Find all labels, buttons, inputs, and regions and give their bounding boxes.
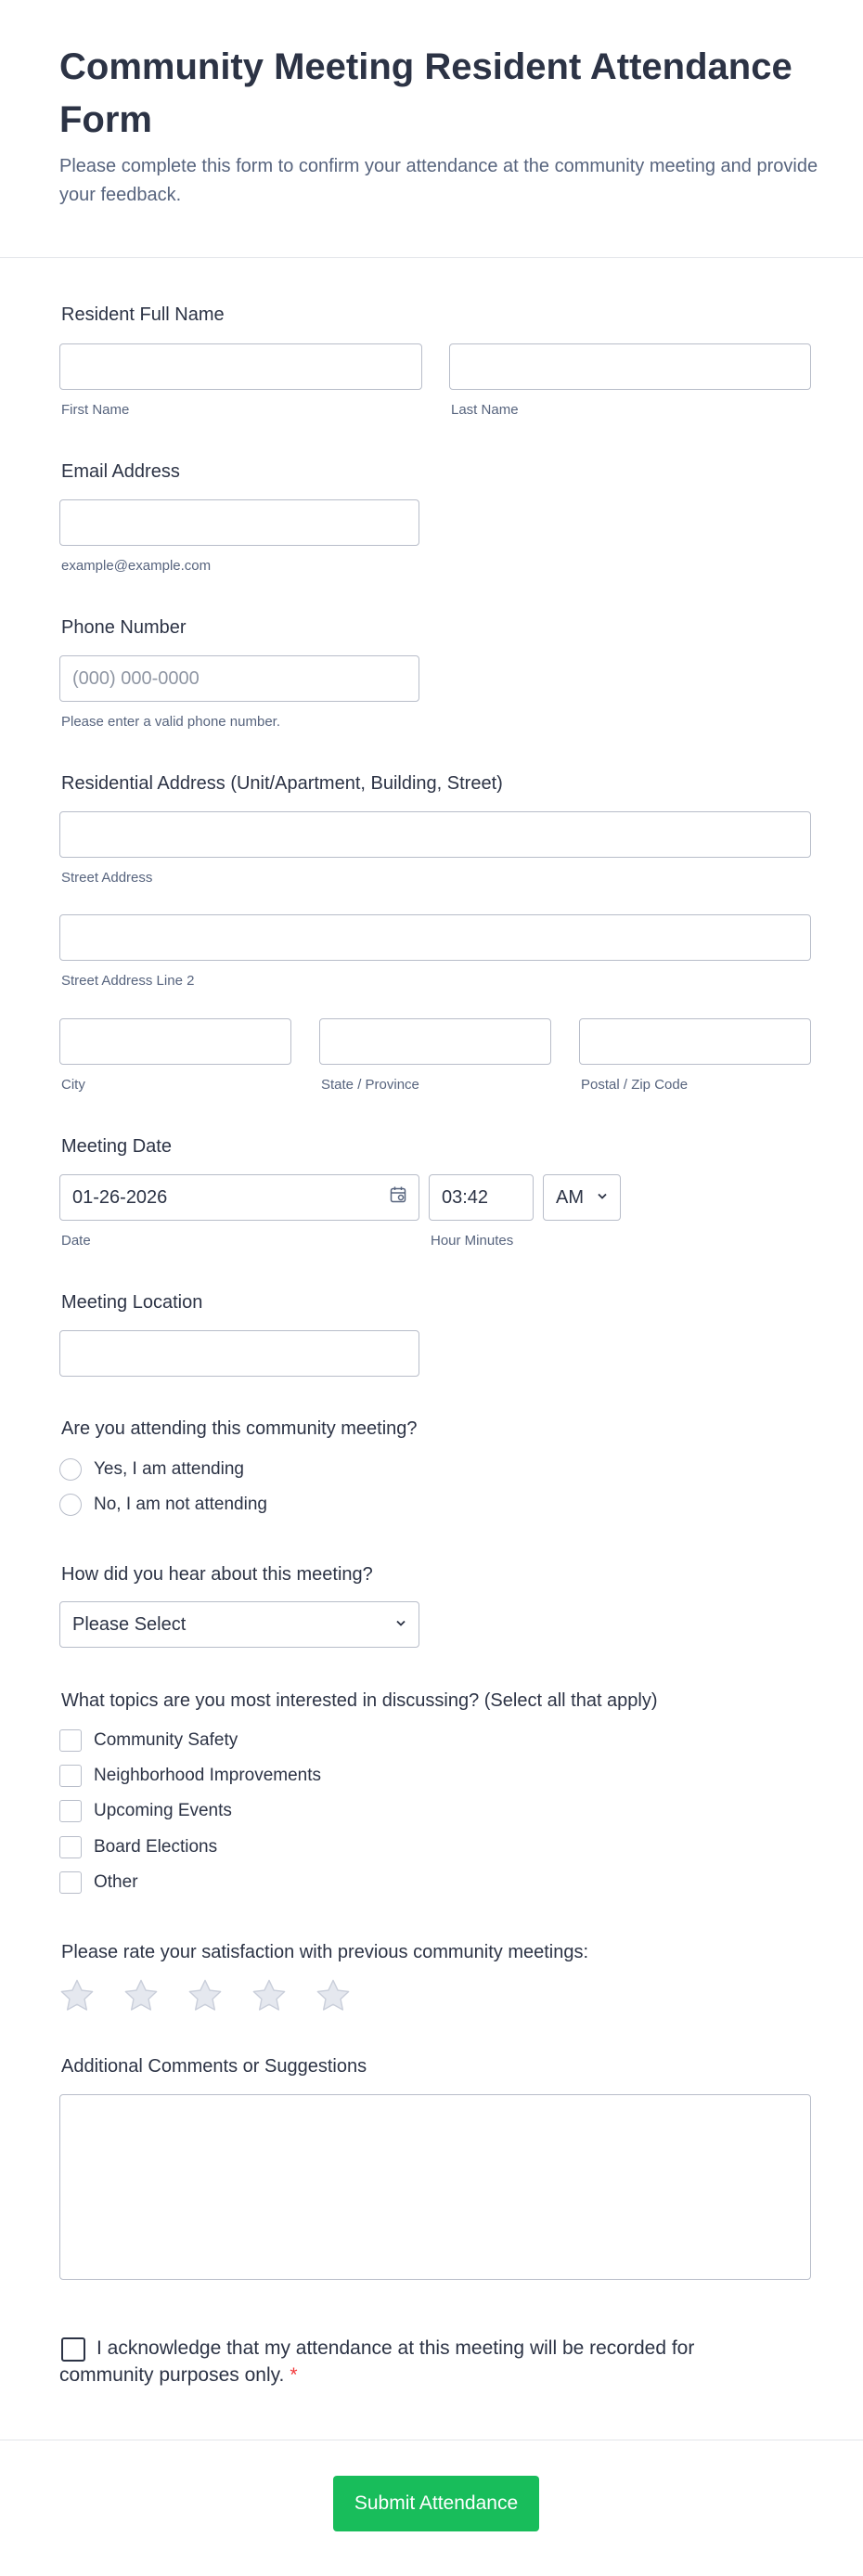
last-name-input[interactable] [449,343,811,390]
acknowledge-text[interactable] [59,2335,792,2388]
time-input[interactable] [429,1174,534,1221]
form-subtitle: Please complete this form to confirm your attendance at the community meeting and provide your feedback. [59,156,818,205]
phone-placeholder: (000) 000-0000 [72,667,200,689]
topic-label-upcoming-events[interactable]: Upcoming Events [94,1801,232,1820]
street-address-line2-sublabel: Street Address Line 2 [61,973,195,989]
attending-label: Are you attending this community meeting? [61,1418,418,1439]
attending-yes-radio[interactable] [59,1458,82,1481]
state-sublabel: State / Province [321,1077,419,1093]
chevron-down-icon [394,1614,407,1636]
topic-label-community-safety[interactable]: Community Safety [94,1730,238,1750]
star-icon[interactable] [122,1976,161,2015]
form-header [0,0,863,258]
acknowledge-label: I acknowledge that my attendance at this meeting will be recorded for community purposes only. [59,2337,695,2386]
submit-button[interactable]: Submit Attendance [333,2476,539,2531]
first-name-sublabel: First Name [61,402,130,418]
ampm-value: AM [556,1186,584,1208]
phone-sublabel: Please enter a valid phone number. [61,714,280,730]
topics-label: What topics are you most interested in discussing? (Select all that apply) [61,1690,658,1711]
required-asterisk: * [290,2364,298,2386]
topic-checkbox-upcoming-events[interactable] [59,1800,82,1822]
hear-selected: Please Select [72,1613,187,1635]
topic-label-board-elections[interactable]: Board Elections [94,1837,218,1857]
time-value: 03:42 [442,1186,489,1208]
street-address-input[interactable] [59,811,811,858]
topic-checkbox-board-elections[interactable] [59,1836,82,1858]
topic-checkbox-other[interactable] [59,1871,82,1894]
comments-textarea[interactable] [59,2094,811,2280]
hear-label: How did you hear about this meeting? [61,1564,373,1585]
street-address-sublabel: Street Address [61,870,153,886]
comments-label: Additional Comments or Suggestions [61,2056,367,2077]
phone-label: Phone Number [61,617,187,638]
topic-checkbox-neighborhood-improvements[interactable] [59,1765,82,1787]
attending-no-label[interactable]: No, I am not attending [94,1495,267,1514]
meeting-location-label: Meeting Location [61,1292,203,1313]
rating-label: Please rate your satisfaction with previous community meetings: [61,1942,589,1962]
topic-label-neighborhood-improvements[interactable]: Neighborhood Improvements [94,1766,322,1785]
phone-input[interactable] [59,655,419,702]
topic-checkbox-community-safety[interactable] [59,1729,82,1752]
star-icon[interactable] [314,1976,353,2015]
zip-sublabel: Postal / Zip Code [581,1077,689,1093]
email-sublabel: example@example.com [61,558,212,574]
date-value: 01-26-2026 [72,1186,168,1208]
star-icon[interactable] [58,1976,97,2015]
form-title: Community Meeting Resident Attendance Form [59,46,792,140]
meeting-date-label: Meeting Date [61,1136,172,1157]
zip-input[interactable] [579,1018,811,1065]
date-sublabel: Date [61,1233,91,1249]
attending-no-radio[interactable] [59,1494,82,1516]
state-input[interactable] [319,1018,551,1065]
chevron-down-icon [596,1187,609,1209]
city-input[interactable] [59,1018,291,1065]
ampm-select[interactable] [543,1174,621,1221]
last-name-sublabel: Last Name [451,402,519,418]
calendar-icon[interactable] [389,1185,407,1210]
time-sublabel: Hour Minutes [431,1233,514,1249]
street-address-line2-input[interactable] [59,914,811,961]
star-icon[interactable] [250,1976,289,2015]
email-input[interactable] [59,499,419,546]
topic-label-other[interactable]: Other [94,1872,138,1892]
full-name-label: Resident Full Name [61,304,225,325]
meeting-location-input[interactable] [59,1330,419,1377]
date-input[interactable] [59,1174,419,1221]
hear-select[interactable] [59,1601,419,1648]
address-label: Residential Address (Unit/Apartment, Building, Street) [61,773,503,794]
star-icon[interactable] [186,1976,225,2015]
attending-yes-label[interactable]: Yes, I am attending [94,1459,244,1479]
first-name-input[interactable] [59,343,422,390]
email-label: Email Address [61,461,180,482]
city-sublabel: City [61,1077,85,1093]
